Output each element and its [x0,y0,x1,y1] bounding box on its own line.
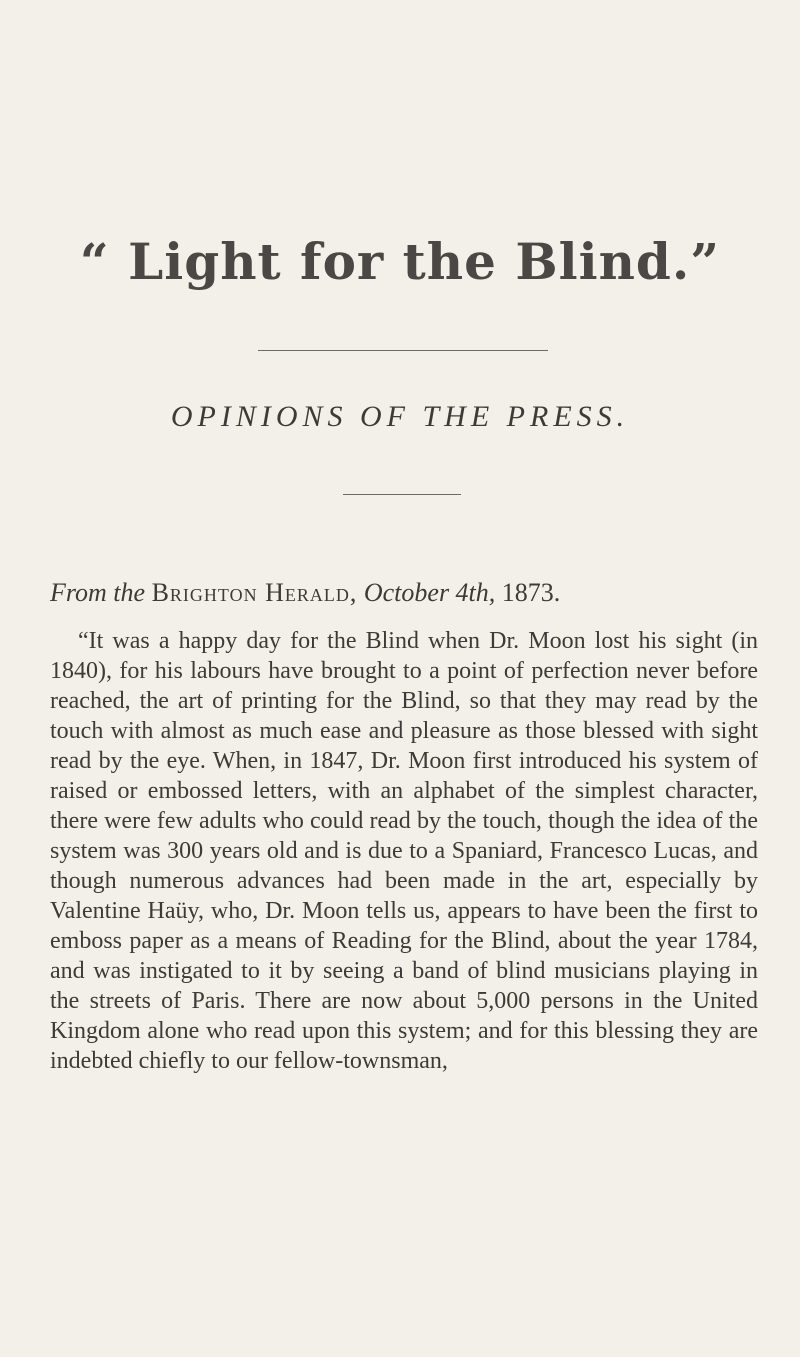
page-title: “ Light for the Blind.” [79,232,721,291]
article-body: “It was a happy day for the Blind when Dr. Moon lost his sight (in 1840), for his labours have brought to a point of perfection never before reached, the art of printing for the Blind, so that they may read by the touch with almost as much ease and pleasure as those blessed with sight read by the eye. When, in 1847, Dr. Moon first introduced his system of raised or embossed letters, with an alphabet of the simplest character, there were few adults who could read by the touch, though the idea of the system was 300 years old and is due to a Spaniard, Francesco Lucas, and though numerous advances had been made in the art, especially by Valentine Haüy, who, Dr. Moon tells us, appears to have been the first to emboss paper as a means of Reading for the Blind, about the year 1784, and was instigated to it by seeing a band of blind musicians playing in the streets of Paris. There are now about 5,000 persons in the United Kingdom alone who read upon this system; and for this blessing they are indebted chiefly to our fellow-townsman, [50,628,758,1074]
source-year: 1873. [501,578,561,607]
source-citation [50,578,770,608]
source-date: October 4th, [363,578,496,607]
divider-top [258,350,548,351]
divider-bottom [343,494,461,495]
source-prefix: From the [50,578,146,607]
source-publication: Brighton Herald, [151,578,358,607]
section-heading: OPINIONS OF THE PRESS. [170,400,630,433]
